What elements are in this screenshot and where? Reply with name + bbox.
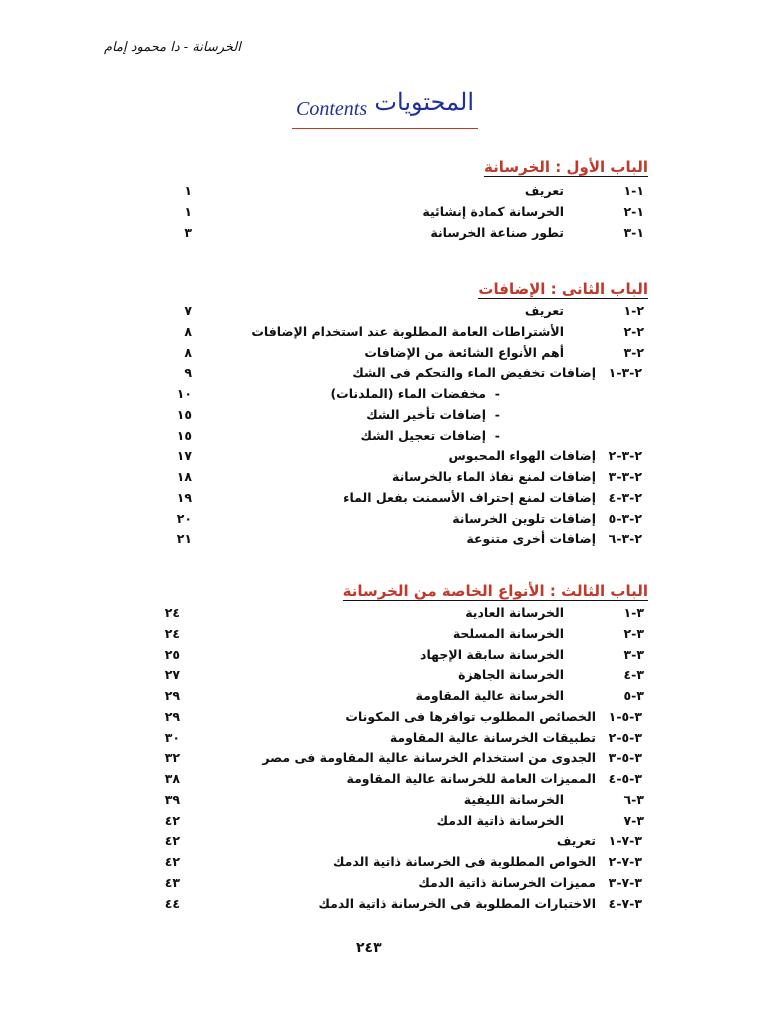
- toc-row: [0, 489, 768, 509]
- toc-entry-text: الخرسانة عالية المقاومة: [415, 688, 564, 703]
- toc-entry-text: الخرسانة كمادة إنشائية: [422, 203, 564, 219]
- toc-section-number: ٢-٢: [623, 323, 644, 339]
- toc-row: [0, 895, 768, 915]
- title-english: Contents: [296, 98, 368, 120]
- title-arabic: المحتويات: [374, 88, 474, 116]
- toc-entry-text: إضافات لمنع نفاذ الماء بالخرسانة: [392, 469, 596, 484]
- toc-page-number: ٤٢: [164, 812, 180, 828]
- toc-section-number: -: [494, 386, 500, 401]
- toc-section-number: ١-١: [623, 183, 644, 198]
- toc-row: [0, 604, 768, 624]
- toc-row: [0, 708, 768, 728]
- toc-section-number: ١-٢: [623, 203, 644, 219]
- toc-entry-text: تطور صناعة الخرسانة: [430, 224, 564, 240]
- toc-page-number: ٣: [184, 224, 192, 240]
- toc-section-number: ٣-٧-١: [608, 833, 642, 849]
- toc-entry-text: الخرسانة الليفية: [463, 791, 564, 807]
- toc-page-number: ٢١: [176, 531, 192, 547]
- toc-section-number: ٣-٥-٣: [608, 750, 642, 766]
- toc-section-number: ٣-٥: [623, 688, 644, 703]
- toc-row: [0, 729, 768, 749]
- toc-page-number: ١٠: [176, 386, 192, 401]
- toc-entry-text: الخواص المطلوبة فى الخرسانة ذاتية الدمك: [333, 854, 596, 869]
- toc-section-number: ٢-٣-١: [608, 365, 642, 381]
- toc-page-number: ٢٤: [164, 605, 180, 620]
- toc-section-number: ٣-١: [623, 605, 644, 620]
- toc-row: [0, 625, 768, 645]
- toc-page-number: ١٥: [176, 406, 192, 422]
- toc-page-number: ٢٠: [176, 510, 192, 526]
- toc-row: [0, 666, 768, 686]
- toc-section-number: ٣-٤: [623, 667, 644, 683]
- toc-entry-text: الخرسانة العادية: [465, 605, 564, 620]
- toc-entry-text: إضافات تلوين الخرسانة: [452, 510, 596, 526]
- toc-page-number: ١٧: [176, 448, 192, 464]
- toc-page-number: ٢٩: [164, 708, 180, 724]
- toc-section-number: ٢-٣-٢: [608, 448, 642, 464]
- toc-entry-text: المميزات العامة للخرسانة عالية المقاومة: [346, 771, 596, 786]
- toc-entry-text: الخرسانة سابقة الإجهاد: [420, 646, 564, 662]
- chapter-title: الباب الثانى : الإضافات: [478, 280, 648, 298]
- toc-entry-text: إضافات الهواء المحبوس: [448, 448, 596, 464]
- toc-entry-text: إضافات أخرى متنوعة: [466, 531, 596, 547]
- toc-entry-text: مخفضات الماء (الملدنات): [330, 386, 486, 401]
- toc-entry-text: الخرسانة الجاهزة: [458, 667, 564, 683]
- toc-section-number: ٢-٣-٦: [608, 531, 642, 547]
- toc-row: [0, 182, 768, 202]
- toc-page-number: ٤٤: [164, 895, 180, 911]
- toc-page-number: ٤٢: [164, 833, 180, 849]
- title-underline: [292, 128, 478, 129]
- toc-section-number: ٣-٧-٣: [608, 874, 642, 890]
- toc-page-number: ٢٩: [164, 688, 180, 703]
- toc-page-number: ٤٣: [164, 874, 180, 890]
- toc-row: [0, 323, 768, 343]
- toc-page-number: ٢٥: [164, 646, 180, 662]
- toc-section-number: ١-٣: [623, 224, 644, 240]
- toc-entry-text: الخصائص المطلوب توافرها فى المكونات: [345, 708, 596, 724]
- toc-entry-text: تعريف: [524, 303, 564, 318]
- toc-page-number: ٣٩: [164, 791, 180, 807]
- toc-entry-text: إضافات لمنع إحتراف الأسمنت بفعل الماء: [343, 489, 596, 505]
- running-header: الخرسانة - دا محمود إمام: [104, 40, 241, 55]
- toc-row: [0, 203, 768, 223]
- toc-entry-text: تطبيقات الخرسانة عالية المقاومة: [389, 729, 596, 745]
- toc-section-number: ٢-٣-٥: [608, 510, 642, 526]
- toc-page-number: ١: [184, 203, 192, 219]
- toc-entry-text: الاختبارات المطلوبة فى الخرسانة ذاتية الدمك: [318, 895, 596, 911]
- toc-section-number: ٣-٧-٢: [608, 854, 642, 869]
- page-number: ٢٤٣: [356, 940, 382, 956]
- contents-title: [292, 84, 484, 134]
- toc-row: [0, 224, 768, 244]
- toc-entry-text: تعريف: [556, 833, 596, 849]
- toc-row: [0, 447, 768, 467]
- toc-row: [0, 406, 768, 426]
- toc-page-number: ٩: [184, 365, 192, 381]
- toc-section-number: ٣-٧-٤: [608, 895, 642, 911]
- toc-entry-text: إضافات تخفيض الماء والتحكم فى الشك: [352, 365, 596, 381]
- toc-section-number: ٢-٣-٤: [608, 489, 642, 505]
- toc-row: [0, 770, 768, 790]
- toc-section-number: ٣-٥-٢: [608, 729, 642, 745]
- toc-entry-text: إضافات تأخير الشك: [366, 406, 486, 422]
- toc-page-number: ٢٤: [164, 625, 180, 641]
- toc-row: [0, 530, 768, 550]
- toc-row: [0, 749, 768, 769]
- toc-row: [0, 853, 768, 873]
- toc-row: [0, 646, 768, 666]
- toc-entry-text: أهم الأنواع الشائعة من الإضافات: [364, 344, 564, 360]
- toc-row: [0, 364, 768, 384]
- chapter-title: الباب الأول : الخرسانة: [484, 158, 648, 176]
- toc-entry-text: تعريف: [524, 183, 564, 198]
- toc-page-number: ٤٢: [164, 854, 180, 869]
- chapter-title: الباب الثالث : الأنواع الخاصة من الخرسانة: [342, 582, 648, 600]
- toc-section-number: ٣-٢: [623, 625, 644, 641]
- toc-page-number: ١٥: [176, 427, 192, 443]
- toc-section-number: -: [494, 427, 500, 443]
- toc-page-number: ٧: [184, 303, 192, 318]
- toc-row: [0, 832, 768, 852]
- toc-row: [0, 791, 768, 811]
- toc-entry-text: الخرسانة ذاتية الدمك: [436, 812, 564, 828]
- toc-section-number: ٣-٧: [623, 812, 644, 828]
- toc-page-number: ٨: [184, 344, 192, 360]
- toc-section-number: -: [494, 406, 500, 422]
- toc-section-number: ٢-٣: [623, 344, 644, 360]
- toc-row: [0, 385, 768, 405]
- toc-entry-text: الجدوى من استخدام الخرسانة عالية المقاومة فى مصر: [262, 750, 596, 766]
- toc-section-number: ٣-٣: [623, 646, 644, 662]
- toc-row: [0, 468, 768, 488]
- toc-section-number: ٢-٣-٣: [608, 469, 642, 484]
- toc-row: [0, 510, 768, 530]
- toc-row: [0, 427, 768, 447]
- toc-section-number: ٣-٦: [623, 791, 644, 807]
- toc-entry-text: إضافات تعجيل الشك: [360, 427, 486, 443]
- toc-row: [0, 344, 768, 364]
- toc-page-number: ٣٢: [164, 750, 180, 766]
- toc-row: [0, 302, 768, 322]
- toc-row: [0, 812, 768, 832]
- toc-page-number: ٣٨: [164, 771, 180, 786]
- toc-section-number: ٢-١: [623, 303, 644, 318]
- toc-entry-text: الخرسانة المسلحة: [452, 625, 564, 641]
- toc-row: [0, 874, 768, 894]
- toc-page-number: ١: [184, 183, 192, 198]
- toc-page-number: ١٩: [176, 489, 192, 505]
- toc-row: [0, 687, 768, 707]
- toc-page-number: ١٨: [176, 469, 192, 484]
- toc-page-number: ٣٠: [164, 729, 180, 745]
- toc-entry-text: مميزات الخرسانة ذاتية الدمك: [418, 874, 596, 890]
- toc-entry-text: الأشتراطات العامة المطلوبة عند استخدام الإضافات: [251, 323, 564, 339]
- toc-page-number: ٨: [184, 323, 192, 339]
- toc-section-number: ٣-٥-٤: [608, 771, 642, 786]
- toc-section-number: ٣-٥-١: [608, 708, 642, 724]
- toc-page-number: ٢٧: [164, 667, 180, 683]
